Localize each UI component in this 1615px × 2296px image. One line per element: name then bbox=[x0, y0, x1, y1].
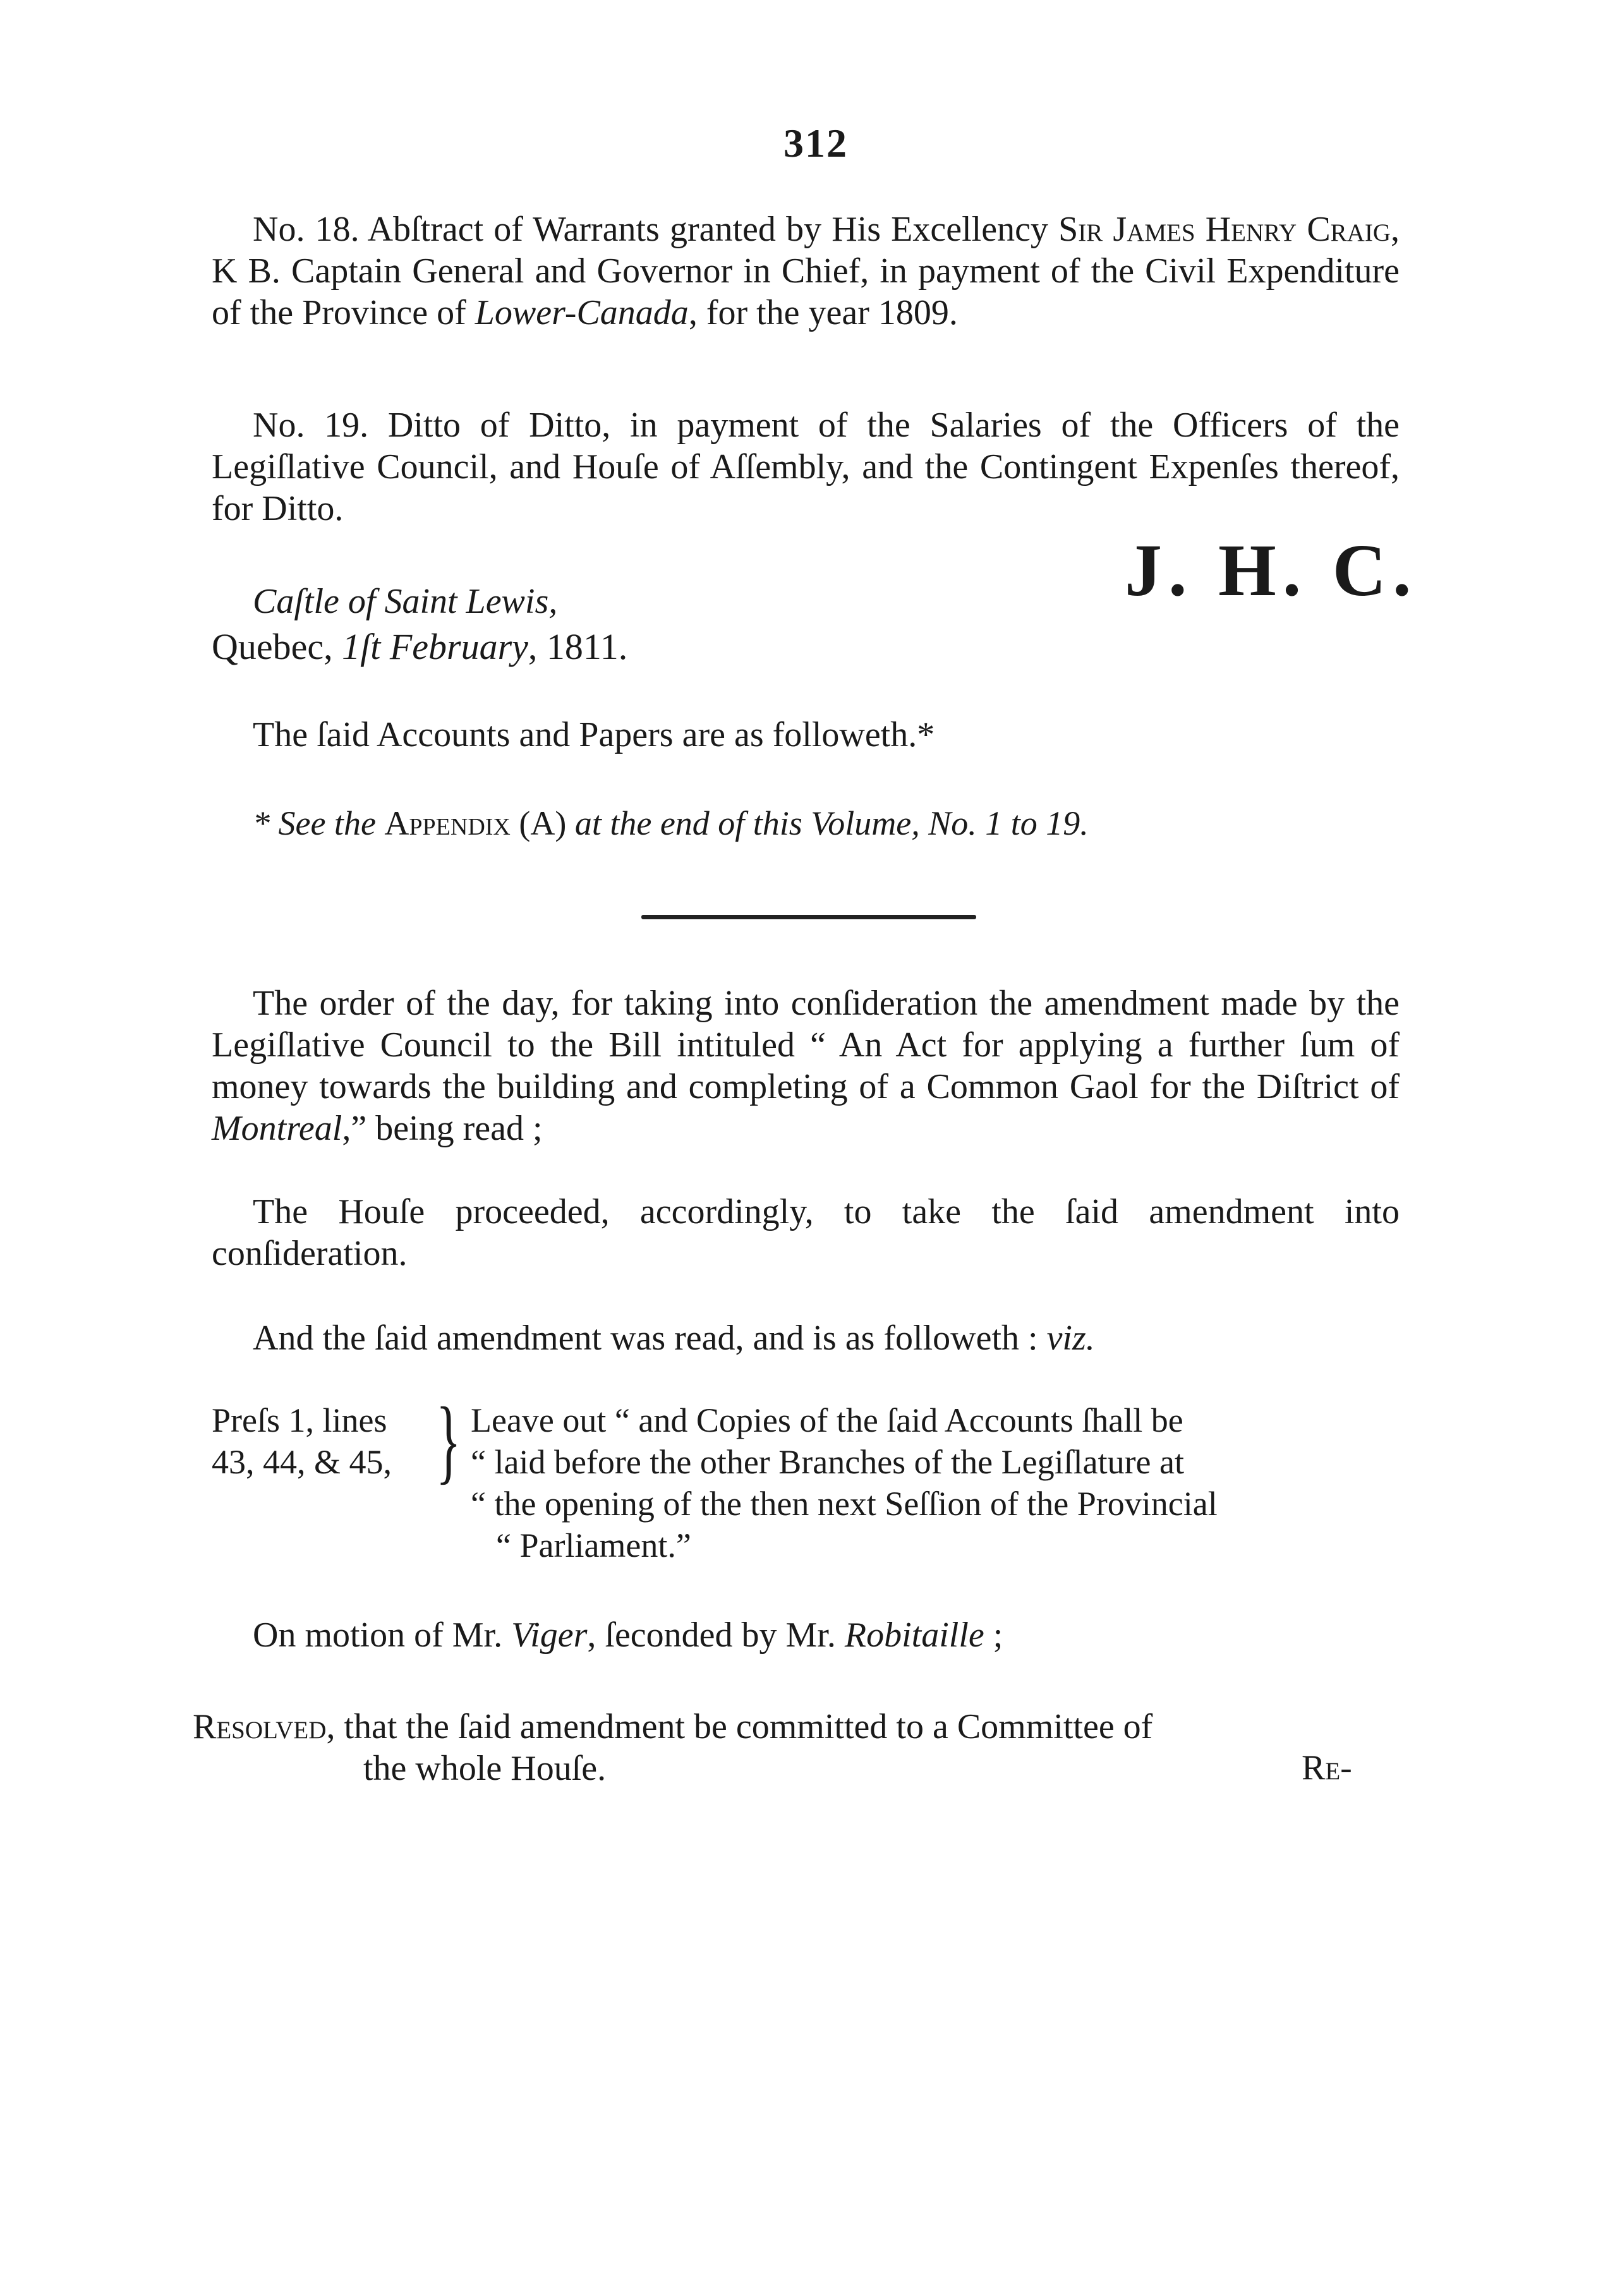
order-lead: The order of the day, for taking into conſideration the amendment made by the Legiſlative Council to the Bill intituled “ An Act for applying a further ſum of money towards the building and completing of a Common Gaol for the Diſtrict of bbox=[212, 984, 1400, 1106]
proceeded-paragraph: The Houſe proceeded, accordingly, to take the ſaid amendment into conſideration. bbox=[212, 1192, 1400, 1273]
read-viz: viz. bbox=[1046, 1319, 1095, 1358]
read-lead: And the ſaid amendment was read, and is as followeth : bbox=[253, 1319, 1047, 1358]
abstract-no-19: No. 19. Ditto of Ditto, in payment of the Salaries of the Officers of the Legiſlative Council, and Houſe of Aſſembly, and the Contingent Expenſes thereof, for Ditto. bbox=[212, 406, 1400, 528]
resolution bbox=[193, 1706, 1393, 1789]
order-place: Montreal bbox=[212, 1109, 342, 1148]
footnote-a: (A) bbox=[510, 804, 575, 842]
catchword: Re- bbox=[1302, 1748, 1352, 1787]
order-tail: ,” being read ; bbox=[342, 1109, 543, 1148]
abstract-18-tail: , for the year 1809. bbox=[688, 293, 958, 332]
date-day: 1ſt February bbox=[342, 626, 528, 667]
footnote bbox=[212, 802, 1400, 844]
motion-tail: ; bbox=[984, 1616, 1003, 1655]
order-of-day-paragraph bbox=[212, 982, 1400, 1149]
date-city: Quebec, bbox=[212, 626, 342, 667]
abstract-18-mid: , K B. Captain General and Governor in Chief, in payment of the Civil Expenditure of the Province of bbox=[212, 210, 1400, 332]
date-year: , 1811. bbox=[528, 626, 628, 667]
signature-initials: J. H. C. bbox=[1125, 529, 1418, 612]
abstract-18-name: Sir James Henry Craig bbox=[1058, 210, 1391, 249]
motion-lead: On motion of Mr. bbox=[253, 1616, 512, 1655]
page-number: 312 bbox=[783, 121, 848, 166]
date-line bbox=[212, 625, 627, 668]
section-divider bbox=[641, 915, 976, 919]
amendment-brace: } bbox=[436, 1388, 461, 1493]
amendment-line-3: “ the opening of the then next Seſſion of the Provincial bbox=[471, 1485, 1218, 1523]
abstract-18-province: Lower-Canada bbox=[475, 293, 689, 332]
motion-mover: Viger bbox=[511, 1616, 588, 1655]
motion-line bbox=[212, 1614, 1400, 1656]
amendment-reference bbox=[212, 1399, 392, 1483]
resolved-line-2: the whole Houſe. bbox=[363, 1749, 607, 1788]
amendment-ref-line-2: 43, 44, & 45, bbox=[212, 1443, 392, 1481]
footnote-appendix: Appendix bbox=[384, 804, 511, 842]
abstract-no-18 bbox=[212, 208, 1400, 334]
read-paragraph bbox=[212, 1317, 1400, 1359]
motion-mid: , ſeconded by Mr. bbox=[587, 1616, 845, 1655]
amendment-line-2: “ laid before the other Branches of the Legiſlature at bbox=[471, 1443, 1184, 1481]
place-line: Caſtle of Saint Lewis, bbox=[253, 582, 558, 621]
amendment-text bbox=[471, 1399, 1406, 1566]
footnote-star: * See the bbox=[253, 804, 385, 842]
resolved-line-1: , that the ſaid amendment be committed to a Committee of bbox=[326, 1707, 1153, 1746]
amendment-line-4: “ Parliament.” bbox=[496, 1526, 691, 1564]
amendment-line-1: Leave out “ and Copies of the ſaid Accounts ſhall be bbox=[471, 1401, 1183, 1439]
resolved-word: Resolved bbox=[193, 1707, 327, 1746]
abstract-18-lead: No. 18. Abſtract of Warrants granted by His Excellency bbox=[253, 210, 1059, 249]
motion-seconder: Robitaille bbox=[844, 1616, 984, 1655]
amendment-ref-line-1: Preſs 1, lines bbox=[212, 1401, 387, 1439]
footnote-rest: at the end of this Volume, No. 1 to 19. bbox=[574, 804, 1089, 842]
accounts-line: The ſaid Accounts and Papers are as followeth.* bbox=[253, 715, 935, 754]
